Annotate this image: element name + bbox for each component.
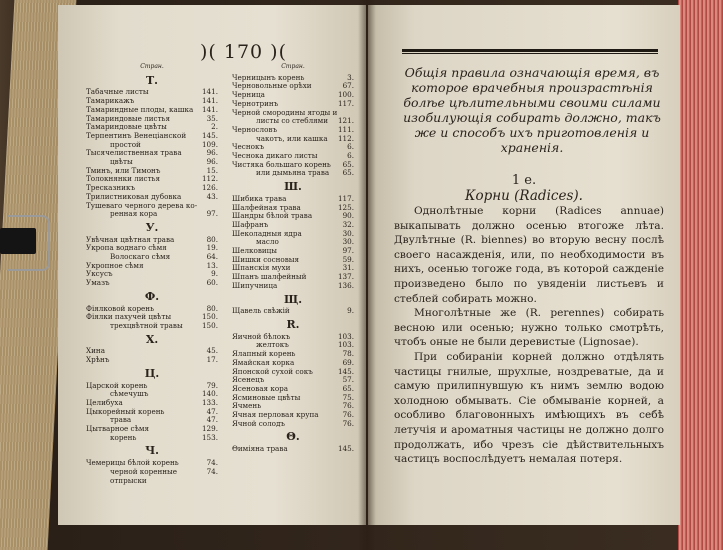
index-entry-text: Царской корень: [86, 380, 148, 390]
index-entry-page: 47.: [206, 415, 218, 425]
paragraph: Многолѣтные же (R. perennes) собирать весною или осенью; нужно только смотрѣть, чтобъ оные не были деревистые (Lignosae).: [394, 307, 664, 349]
index-letter: Ф.: [144, 289, 160, 303]
index-entry-page: 117.: [337, 98, 354, 108]
index-entry-page: 30.: [342, 237, 354, 247]
index-entry-text: Тамарикажъ: [86, 96, 135, 106]
index-letter: Ш.: [284, 180, 302, 194]
index-entry-page: 97.: [206, 209, 218, 219]
index-entry-page: 136.: [337, 280, 354, 290]
index-entry-text: Тресказникъ: [86, 183, 136, 193]
index-entry-text: трава: [110, 415, 132, 425]
index-entry-page: 100.: [337, 90, 354, 100]
binder-clip-handle: [8, 215, 50, 271]
index-entry-page: 13.: [206, 260, 218, 270]
index-entry-text: Шибика трава: [232, 193, 287, 203]
index-entry-page: 6.: [347, 151, 354, 161]
index-entry-page: 80.: [206, 234, 218, 244]
index-entry: [86, 210, 218, 219]
index-entry-page: 67.: [342, 81, 354, 91]
index-letter: Ц.: [144, 366, 160, 380]
index-entry-page: 43.: [206, 191, 218, 201]
index-entry-text: Целибуха: [86, 397, 123, 407]
index-entry-text: простой: [110, 139, 141, 149]
index-entry-text: Уксусъ: [86, 269, 113, 279]
index-entry-text: Тминъ, или Тимонъ: [86, 165, 161, 175]
index-entry-text: чакотъ, или кашка: [256, 133, 328, 143]
index-entry-page: 65.: [342, 159, 354, 169]
left-page: [58, 5, 366, 525]
index-entry-text: Шпанскiя мухи: [232, 263, 291, 273]
index-entry-page: 74.: [206, 458, 218, 468]
index-entry-page: 74.: [206, 466, 218, 476]
paragraph: При собиранiи корней должно отдѣлять частицы гнилые, шрухлые, ноздреватые, да и самую прилипнувшую къ нимъ землю водою холодною обмывать. Сiе обмыванiе корней, а особливо благовонныхъ имѣющихъ въ себѣ летучiя и ароматныя частицы не должно долго продолжать, ибо чрезъ сiе дѣйствительныхъ частицъ воспослѣдуетъ немалая потеря.: [394, 350, 664, 466]
index-entry-text: ренная кора: [110, 209, 158, 219]
index-entry: [86, 149, 218, 158]
index-entry: [232, 169, 354, 178]
index-entry: [232, 420, 354, 429]
index-entry-page: 111.: [337, 124, 354, 134]
index-entry-page: 3.: [347, 72, 354, 82]
index-letter: У.: [145, 220, 159, 234]
index-entry-page: 15.: [206, 165, 218, 175]
index-entry-page: 2.: [211, 122, 218, 132]
index-entry-text: листы со стеблями: [256, 116, 329, 126]
index-entry-page: 31.: [342, 263, 354, 273]
index-entry-page: 76.: [342, 418, 354, 428]
index-entry-page: 112.: [337, 133, 354, 143]
index-entry-text: Японской сухой сокъ: [232, 366, 313, 376]
index-letter: Θ.: [286, 430, 300, 444]
index-entry-page: 6.: [347, 142, 354, 152]
index-entry-text: или дымьяна трава: [256, 168, 330, 178]
page-number: )( 170 )(: [200, 41, 287, 63]
index-entry-text: Толокнянки листья: [86, 174, 160, 184]
index-letter: Ч.: [145, 444, 159, 458]
index-entry-text: Шишки сосновыя: [232, 254, 300, 264]
right-page-edges: [678, 0, 723, 550]
index-entry-text: Ячная перловая крупа: [232, 410, 319, 420]
index-entry-page: 141.: [201, 87, 218, 97]
index-entry-page: 35.: [206, 113, 218, 123]
index-letter: Т.: [145, 73, 158, 87]
index-entry-text: Шафранъ: [232, 219, 269, 229]
index-entry-page: 65.: [342, 168, 354, 178]
index-entry-text: Табачные листы: [86, 87, 149, 97]
index-entry-page: 76.: [342, 401, 354, 411]
index-entry-page: 103.: [337, 340, 354, 350]
chapter-heading: Общiя правила означающiя время, въ которое врачебныя произрастѣнiя болѣе цѣлительными своими силами изобилующiя собирать должно, такъ же и способъ ихъ приготовленiя и храненiя.: [403, 65, 661, 155]
index-entry-text: Ясминовые цвѣты: [232, 392, 301, 402]
index-entry-text: Увѣчная цвѣтная трава: [86, 234, 175, 244]
index-entry-page: 79.: [206, 380, 218, 390]
index-entry-text: Терпентинъ Венецiанской: [86, 130, 187, 140]
index-entry: [232, 307, 354, 316]
index-entry-text: сѣмечушъ: [110, 389, 149, 399]
index-letter: Х.: [145, 332, 159, 346]
index-entry-text: Тысячелиственная трава: [86, 148, 182, 158]
index-entry-text: трехцвѣтной травы: [110, 320, 183, 330]
index-entry-text: Чернотринъ: [232, 98, 279, 108]
top-rule-thin: [402, 53, 658, 54]
index-entry-page: 96.: [206, 157, 218, 167]
index-entry-page: 80.: [206, 303, 218, 313]
index-entry-text: желтокъ: [256, 340, 289, 350]
index-entry-page: 19.: [206, 243, 218, 253]
index-entry-text: Шалфейная трава: [232, 202, 301, 212]
index-entry-text: Шпанъ шалфейный: [232, 272, 307, 282]
index-entry-text: Фiялковой корень: [86, 303, 155, 313]
index-entry-text: Шипучница: [232, 280, 278, 290]
index-entry-text: Хрѣнъ: [86, 355, 110, 365]
index-entry: [86, 132, 218, 141]
index-entry-text: Хина: [86, 346, 105, 356]
index-entry-text: Ясеновая кора: [232, 383, 289, 393]
index-entry-text: Шеколадныя ядра: [232, 228, 302, 238]
index-letter: R.: [286, 317, 300, 331]
index-entry-text: корень: [110, 432, 137, 442]
index-entry-text: Волоскаго сѣмя: [110, 252, 171, 262]
index-entry-page: 137.: [337, 272, 354, 282]
body-text: [394, 204, 664, 467]
index-entry-text: Шелковицы: [232, 246, 278, 256]
index-entry-page: 150.: [201, 320, 218, 330]
index-entry-page: 145.: [201, 130, 218, 140]
index-entry-page: 126.: [201, 183, 218, 193]
section-title: Корни (Radices).: [465, 188, 583, 204]
index-entry-text: Укропа воднаго сѣмя: [86, 243, 167, 253]
index-entry-text: Черновольные орѣхи: [232, 81, 312, 91]
index-entry-page: 30.: [342, 228, 354, 238]
index-entry-page: 9.: [347, 306, 354, 316]
index-entry-page: 60.: [206, 278, 218, 288]
index-entry-text: Черница: [232, 90, 265, 100]
index-entry: [86, 356, 218, 365]
top-rule: [402, 49, 658, 52]
right-page: [368, 5, 680, 525]
index-entry-page: 145.: [337, 366, 354, 376]
index-column-a: [86, 63, 218, 485]
column-header: Стран.: [140, 63, 164, 70]
section-number: 1 е.: [511, 173, 537, 188]
index-entry-text: Умазъ: [86, 278, 110, 288]
binder-clip: [0, 215, 50, 265]
index-entry-text: Черницынъ корень: [232, 72, 305, 82]
index-entry-text: Тушеваго черного дерева ко-: [86, 200, 198, 210]
index-entry: [86, 434, 218, 443]
index-entry-text: черной коренные отпрыски: [110, 466, 178, 485]
index-entry-page: 125.: [337, 202, 354, 212]
index-entry-page: 65.: [342, 383, 354, 393]
index-entry-text: Черной смородины ягоды и: [232, 107, 338, 117]
book-gutter: [358, 0, 376, 550]
column-header: Стран.: [281, 63, 305, 70]
index-entry-page: 145.: [337, 444, 354, 454]
index-entry: [86, 408, 218, 417]
index-entry-text: Чемерицы бѣлой корень: [86, 458, 179, 468]
index-entry-page: 75.: [342, 392, 354, 402]
index-entry-text: Ялапный корень: [232, 349, 296, 359]
index-entry-text: Ячмень: [232, 401, 262, 411]
index-entry-page: 76.: [342, 410, 354, 420]
index-entry-page: 141.: [201, 96, 218, 106]
index-entry-page: 103.: [337, 331, 354, 341]
index-entry-page: 97.: [342, 246, 354, 256]
index-entry-page: 140.: [201, 389, 218, 399]
index-entry: [86, 425, 218, 434]
index-entry-text: Чистяка большаго корень: [232, 159, 331, 169]
index-entry-text: Ясенецъ: [232, 375, 265, 385]
index-entry-text: Θимiяна трава: [232, 444, 288, 454]
index-entry-text: Фiялки пахучей цвѣты: [86, 312, 172, 322]
index-entry: [86, 468, 218, 485]
index-entry-page: 47.: [206, 406, 218, 416]
index-entry-page: 96.: [206, 148, 218, 158]
index-entry-page: 117.: [337, 193, 354, 203]
index-entry-page: 150.: [201, 312, 218, 322]
paragraph: Однолѣтные корни (Radices annuae) выкапывать должно осенью втогоже лѣта. Двулѣтные (R. biennes) во вторую весну послѣ своего насажденiя, или, по необходимости въ нихъ, осенью тогоже года, въ которой сажденiе произведено было по увяденiи листьевъ и стеблей собирать можно.: [394, 205, 664, 305]
index-entry-page: 141.: [201, 104, 218, 114]
index-entry: [232, 333, 354, 342]
index-entry-page: 129.: [201, 424, 218, 434]
index-entry-text: Цыкорейный корень: [86, 406, 165, 416]
index-entry-text: Чернословъ: [232, 124, 278, 134]
index-entry-text: Яичной бѣлокъ: [232, 331, 291, 341]
index-entry-text: Укропное сѣмя: [86, 260, 144, 270]
index-entry-text: Чеснокъ: [232, 142, 265, 152]
index-entry-text: Цытварное сѣмя: [86, 424, 150, 434]
index-entry-page: 57.: [342, 375, 354, 385]
index-entry-page: 17.: [206, 355, 218, 365]
index-entry-text: Ячной солодъ: [232, 418, 285, 428]
index-entry-page: 90.: [342, 211, 354, 221]
index-entry-text: Ямайская корка: [232, 357, 295, 367]
index-entry-page: 64.: [206, 252, 218, 262]
index-letter: Щ.: [283, 292, 303, 306]
index-entry-text: Тамариндовые листья: [86, 113, 171, 123]
index-entry-page: 9.: [211, 269, 218, 279]
index-entry-page: 133.: [201, 397, 218, 407]
index-column-b: [232, 63, 354, 454]
index-entry-page: 109.: [201, 139, 218, 149]
index-entry-page: 153.: [201, 432, 218, 442]
index-entry-page: 69.: [342, 357, 354, 367]
index-entry-text: Щавель свѣжiй: [232, 306, 290, 316]
index-entry-text: Трилистниковая дубовка: [86, 191, 182, 201]
index-entry: [86, 382, 218, 391]
index-entry-text: Шандры бѣлой трава: [232, 211, 313, 221]
index-entry-page: 121.: [337, 116, 354, 126]
index-entry-page: 78.: [342, 349, 354, 359]
index-entry: [232, 230, 354, 239]
index-entry-text: цвѣты: [110, 157, 133, 167]
index-entry: [86, 279, 218, 288]
index-entry-text: масло: [256, 237, 279, 247]
index-entry-text: Тамариндные плоды, кашка: [86, 104, 194, 114]
index-entry-page: 32.: [342, 219, 354, 229]
index-entry-text: Чеснока дикаго листы: [232, 151, 318, 161]
index-entry-page: 112.: [201, 174, 218, 184]
index-entry: [232, 445, 354, 454]
index-entry-page: 59.: [342, 254, 354, 264]
index-entry: [86, 322, 218, 331]
index-entry-page: 45.: [206, 346, 218, 356]
index-entry-text: Тамариндовые цвѣты: [86, 122, 167, 132]
index-entry: [232, 282, 354, 291]
